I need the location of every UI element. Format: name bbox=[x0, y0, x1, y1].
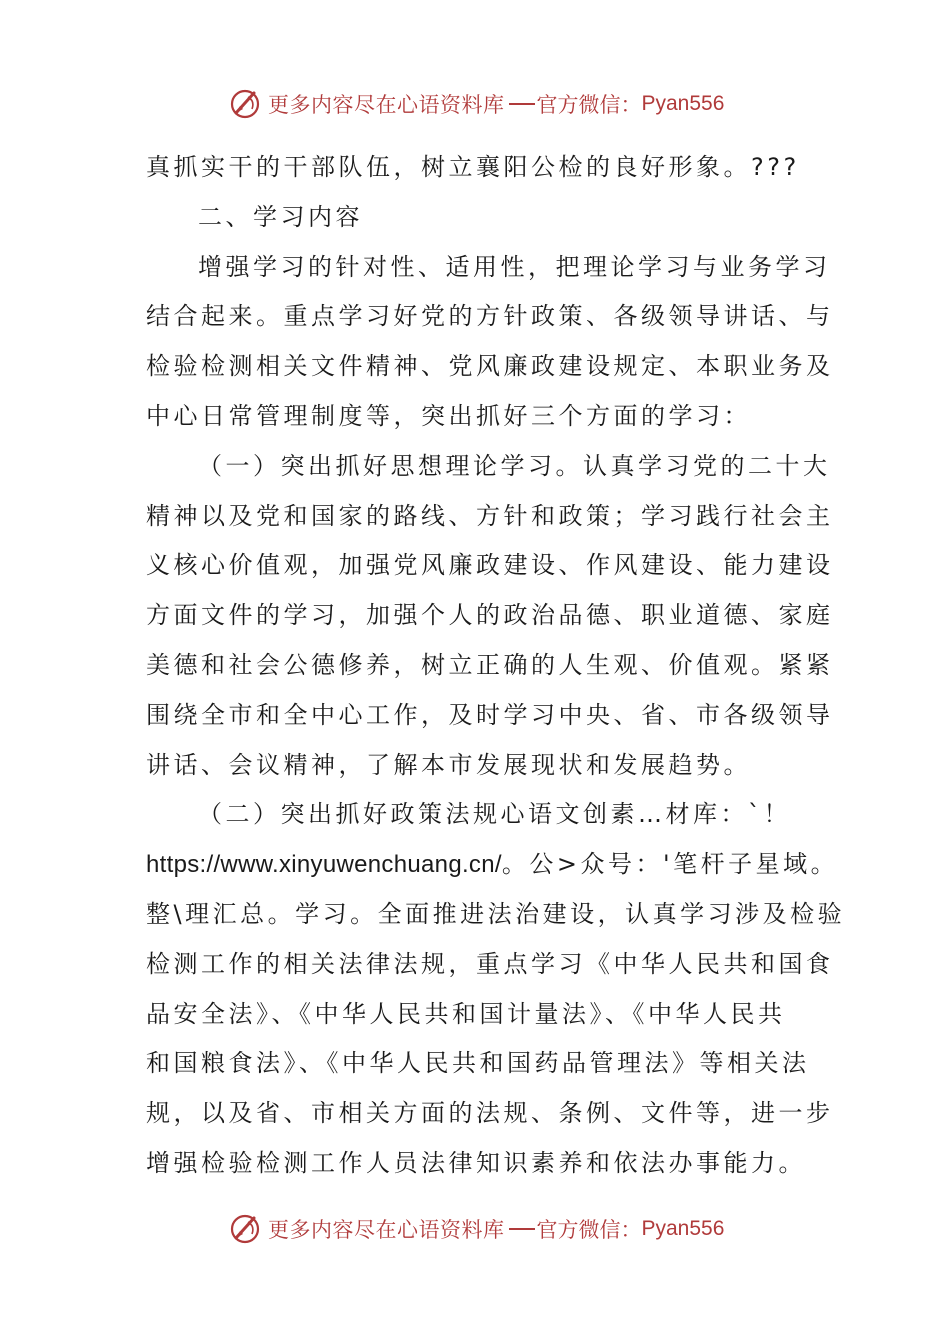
banner-dash bbox=[509, 103, 535, 105]
banner-wechat-label: 官方微信： bbox=[536, 93, 642, 117]
body-line: 围绕全市和全中心工作，及时学习中央、省、市各级领导 bbox=[146, 700, 834, 729]
pen-logo-icon bbox=[228, 87, 262, 121]
banner-wechat-label: 官方微信： bbox=[536, 1218, 642, 1242]
body-line: 结合起来。重点学习好党的方针政策、各级领导讲话、与 bbox=[146, 302, 834, 331]
body-line: （二）突出抓好政策法规心语文创素…材库：`！ bbox=[198, 800, 791, 829]
body-line: 中心日常管理制度等，突出抓好三个方面的学习： bbox=[146, 401, 751, 430]
banner-site-text: 更多内容尽在心语资料库 bbox=[268, 1218, 505, 1242]
banner-wechat-id: Pyan556 bbox=[641, 92, 725, 115]
section-heading: 二、学习内容 bbox=[198, 202, 363, 231]
body-line: 讲话、会议精神，了解本市发展现状和发展趋势。 bbox=[146, 750, 751, 779]
body-line: 检验检测相关文件精神、党风廉政建设规定、本职业务及 bbox=[146, 352, 834, 381]
banner-site-text: 更多内容尽在心语资料库 bbox=[268, 93, 505, 117]
body-line: 品安全法》、《中华人民共和国计量法》、《中华人民共 bbox=[146, 999, 786, 1028]
body-line-tail: 。公>众号：'笔杆子星域。 bbox=[501, 850, 839, 879]
body-line: 整\理汇总。学习。全面推进法治建设，认真学习涉及检验 bbox=[146, 899, 846, 928]
pen-logo-icon bbox=[228, 1212, 262, 1246]
body-line: 增强检验检测工作人员法律知识素养和依法办事能力。 bbox=[146, 1148, 806, 1177]
body-line: 精神以及党和国家的路线、方针和政策；学习践行社会主 bbox=[146, 501, 834, 530]
body-line: 美德和社会公德修养，树立正确的人生观、价值观。紧紧 bbox=[146, 650, 834, 679]
footer-banner bbox=[228, 1211, 748, 1247]
body-line: （一）突出抓好思想理论学习。认真学习党的二十大 bbox=[198, 451, 831, 480]
banner-wechat-id: Pyan556 bbox=[641, 1217, 725, 1240]
body-line: 方面文件的学习，加强个人的政治品德、职业道德、家庭 bbox=[146, 601, 834, 630]
document-body bbox=[146, 143, 846, 1189]
header-banner bbox=[228, 86, 748, 122]
body-line: 增强学习的针对性、适用性，把理论学习与业务学习 bbox=[198, 252, 831, 281]
body-line: 和国粮食法》、《中华人民共和国药品管理法》等相关法 bbox=[146, 1049, 810, 1078]
body-line bbox=[146, 840, 839, 890]
body-line: 义核心价值观，加强党风廉政建设、作风建设、能力建设 bbox=[146, 551, 834, 580]
url-text: https://www.xinyuwenchuang.cn/ bbox=[146, 851, 502, 879]
body-line: 规，以及省、市相关方面的法规、条例、文件等，进一步 bbox=[146, 1099, 834, 1128]
banner-dash bbox=[509, 1228, 535, 1230]
body-line: 真抓实干的干部队伍，树立襄阳公检的良好形象。??? bbox=[146, 153, 800, 181]
body-line: 检测工作的相关法律法规，重点学习《中华人民共和国食 bbox=[146, 949, 834, 978]
